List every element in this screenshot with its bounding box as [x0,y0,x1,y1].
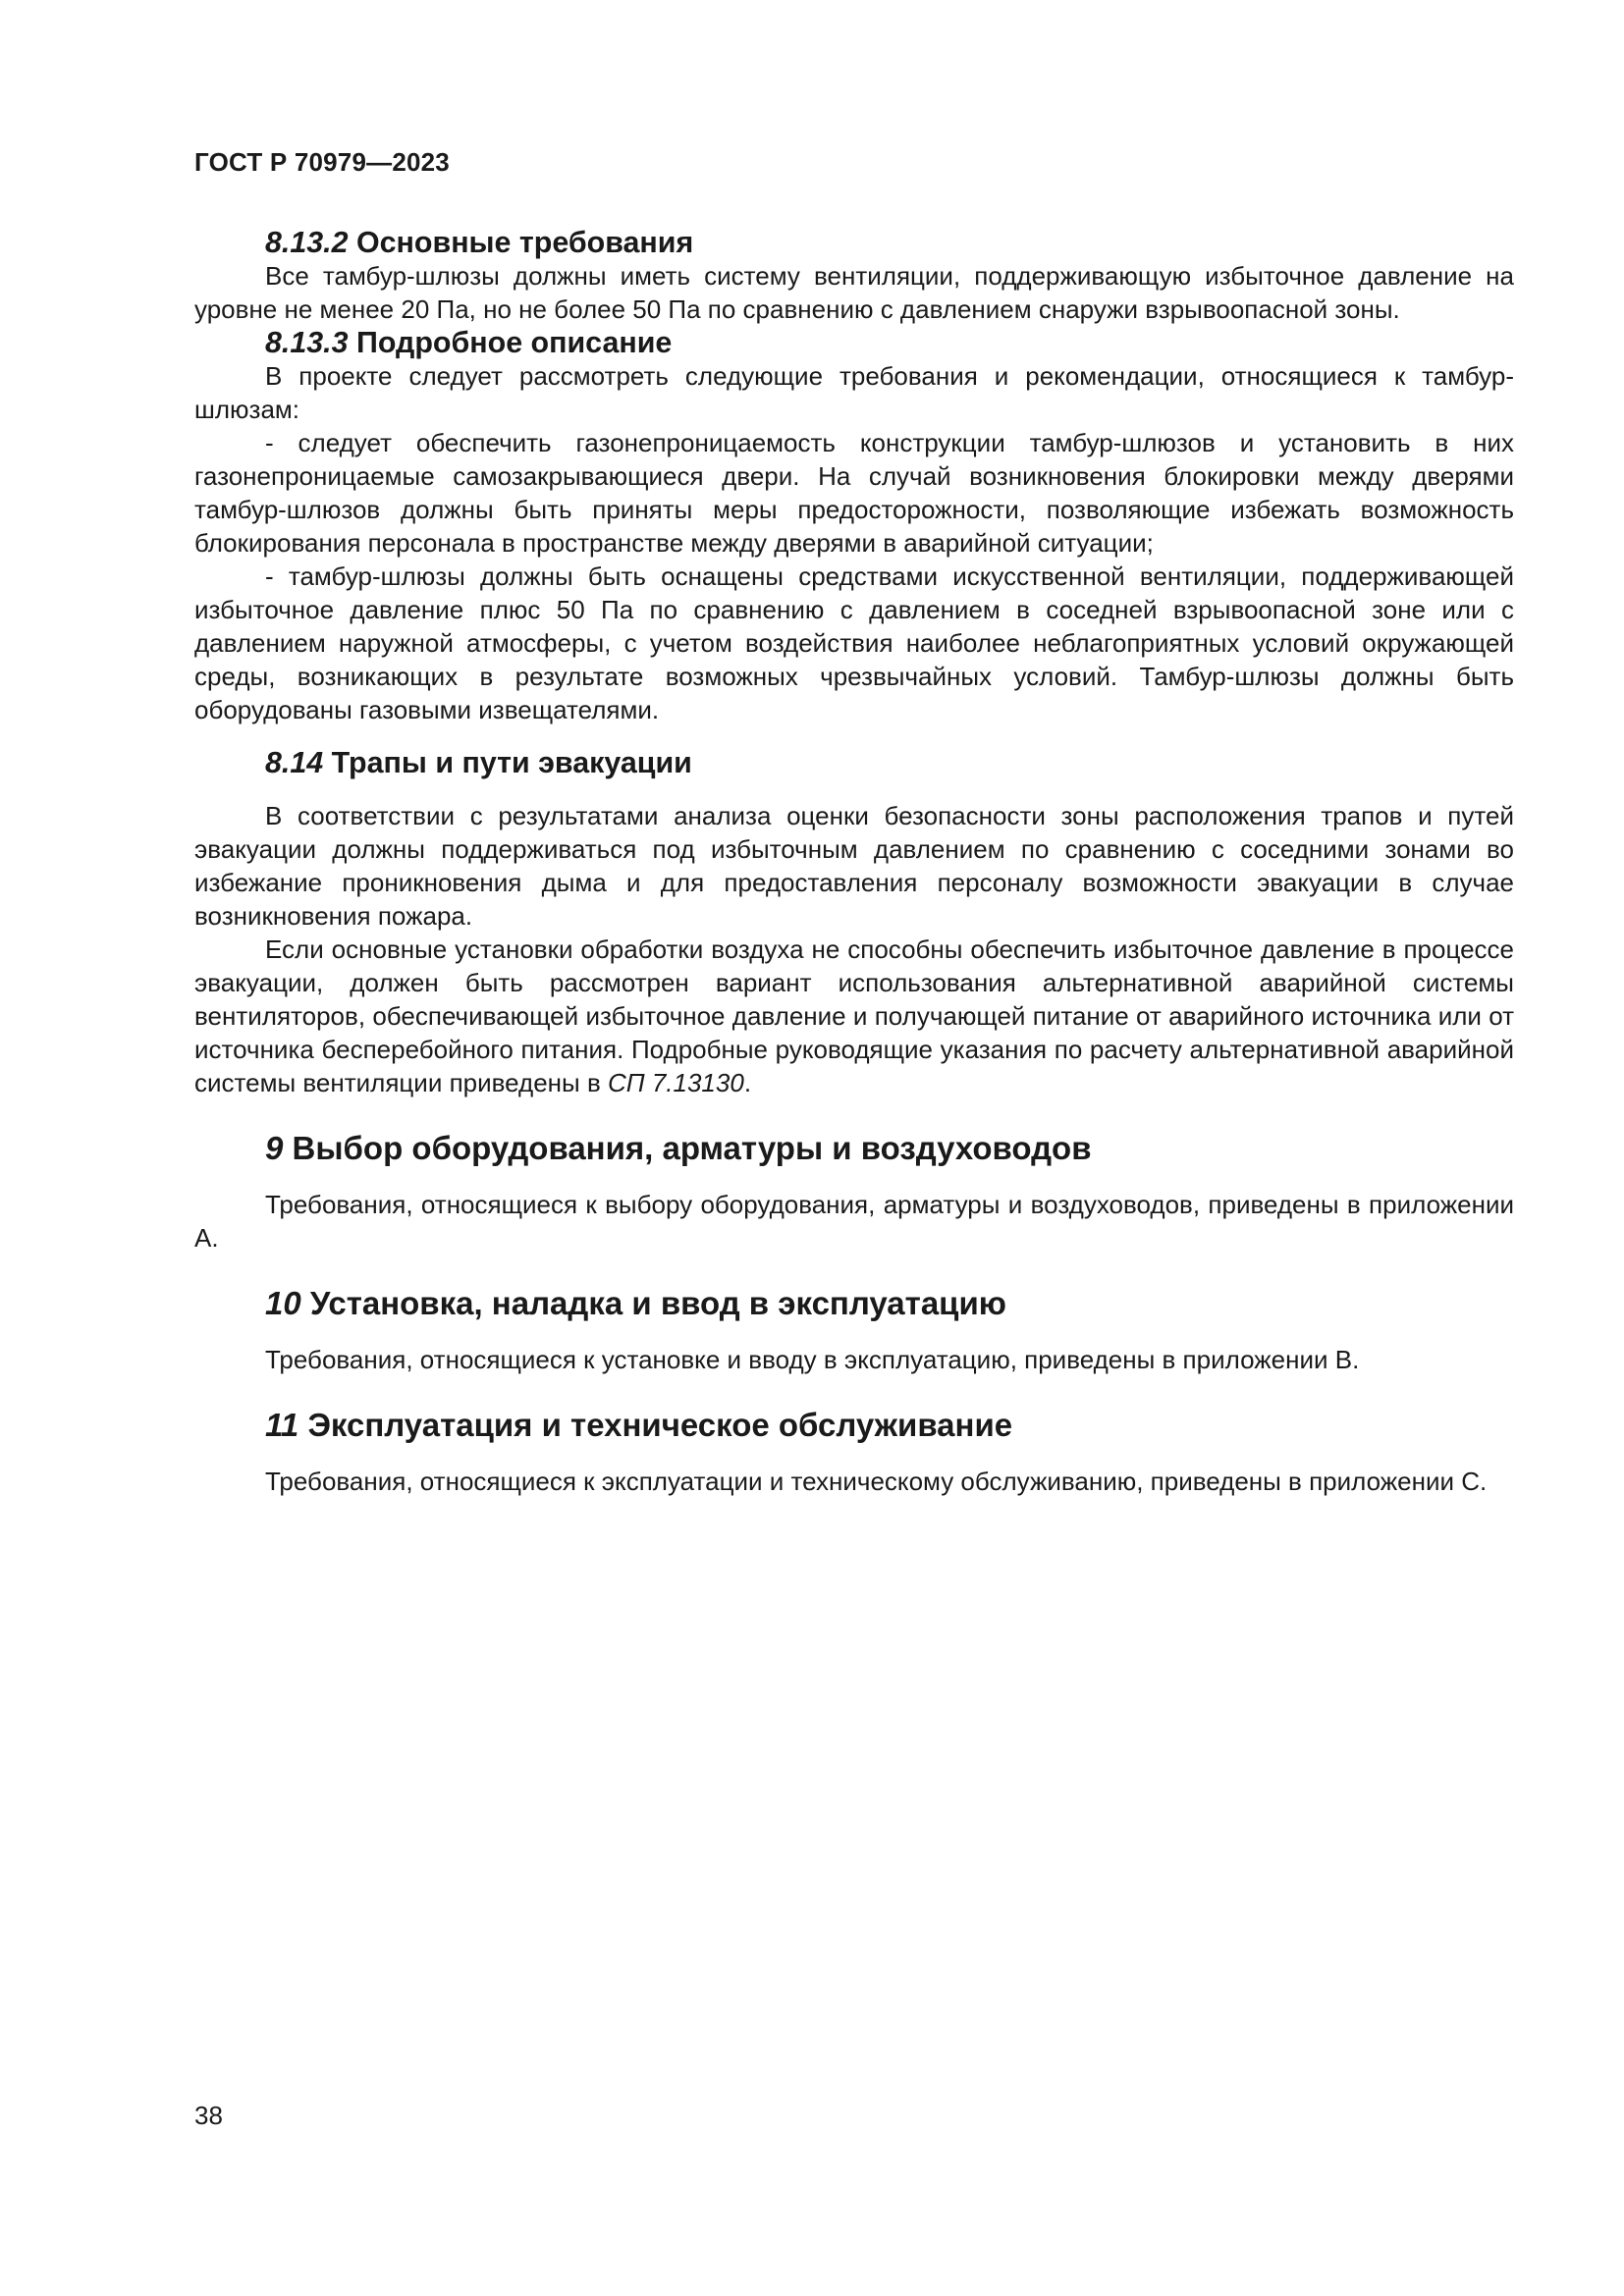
paragraph: В проекте следует рассмотреть следующие требования и рекомендации, относящиеся к тамбур-шлюзам: [194,361,1514,424]
document-id-header: ГОСТ Р 70979—2023 [194,147,450,177]
subsection-number: 8.14 [265,746,324,779]
section-heading-9 [194,1129,1514,1168]
paragraph: Требования, относящиеся к эксплуатации и техническому обслуживанию, приведены в приложении С. [265,1467,1488,1496]
subsection-heading-8-13-2 [194,226,1514,259]
paragraph-text: Если основные установки обработки воздуха не способны обеспечить избыточное давление в процессе эвакуации, должен быть рассмотрен вариант использования альтернативной аварийной системы вентиляторов, обеспечивающей избыточное давление и получающей питание от аварийного источника или от источника бесперебойного питания. Подробные руководящие указания по расчету альтернативной аварийной системы вентиляции приведены в [194,934,1514,1097]
subsection-number: 8.13.2 [265,226,349,259]
page-content [194,226,1514,1498]
section-title: Установка, наладка и ввод в эксплуатацию [309,1285,1006,1321]
section-number: 10 [265,1285,301,1321]
paragraph [194,933,1514,1099]
subsection-title: Основные требования [356,226,694,259]
paragraph: Требования, относящиеся к выбору оборудования, арматуры и воздуховодов, приведены в приложении А. [194,1190,1514,1253]
section-number: 9 [265,1130,284,1166]
subsection-title: Подробное описание [356,326,673,359]
paragraph: Все тамбур-шлюзы должны иметь систему вентиляции, поддерживающую избыточное давление на уровне не менее 20 Па, но не более 50 Па по сравнению с давлением снаружи взрывоопасной зоны. [194,261,1514,324]
paragraph: В соответствии с результатами анализа оценки безопасности зоны расположения трапов и путей эвакуации должны поддерживаться под избыточным давлением по сравнению с соседними зонами во избежание проникновения дыма и для предоставления персоналу возможности эвакуации в случае возникновения пожара. [194,801,1514,931]
standard-reference: СП 7.13130 [607,1068,744,1097]
paragraph: Требования, относящиеся к установке и вводу в эксплуатацию, приведены в приложении В. [265,1345,1360,1374]
section-heading-11 [194,1406,1514,1445]
subsection-heading-8-14 [194,746,1514,779]
section-number: 11 [265,1407,299,1443]
section-title: Эксплуатация и техническое обслуживание [307,1407,1013,1443]
subsection-number: 8.13.3 [265,326,349,359]
section-title: Выбор оборудования, арматуры и воздуховодов [292,1130,1092,1166]
list-item: - следует обеспечить газонепроницаемость конструкции тамбур-шлюзов и установить в них газонепроницаемые самозакрывающиеся двери. На случай возникновения блокировки между дверями тамбур-шлюзов должны быть приняты меры предосторожности, позволяющие избежать возможность блокирования персонала в пространстве между дверями в аварийной ситуации; [194,428,1514,558]
paragraph-end: . [743,1068,752,1097]
subsection-title: Трапы и пути эвакуации [331,746,692,779]
subsection-heading-8-13-3 [194,326,1514,359]
page-number: 38 [194,2101,223,2130]
section-heading-10 [194,1284,1514,1323]
list-item: - тамбур-шлюзы должны быть оснащены средствами искусственной вентиляции, поддерживающей избыточное давление плюс 50 Па по сравнению с давлением в соседней взрывоопасной зоне или с давлением наружной атмосферы, с учетом воздействия наиболее неблагоприятных условий окружающей среды, возникающих в результате возможных чрезвычайных условий. Тамбур-шлюзы должны быть оборудованы газовыми извещателями. [194,561,1514,724]
